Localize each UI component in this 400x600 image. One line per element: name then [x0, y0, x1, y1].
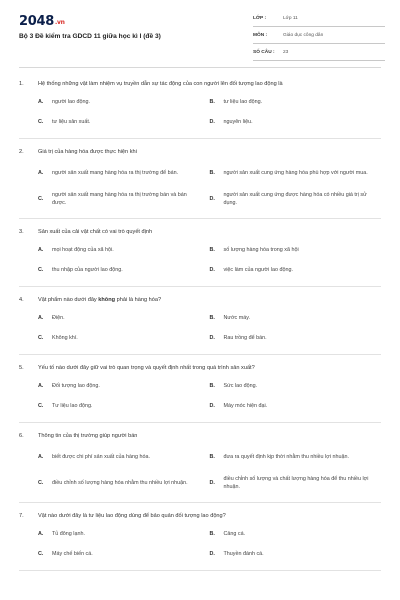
option-b[interactable]	[210, 160, 382, 186]
option-text: Nước máy.	[223, 315, 251, 321]
option-b[interactable]	[210, 444, 382, 470]
question-number: 7.	[19, 513, 24, 519]
option-text: người sản xuất cung ứng được hàng hóa có nhiều giá trị sử dụng.	[223, 192, 367, 206]
option-a[interactable]	[38, 92, 210, 112]
option-c[interactable]	[38, 328, 210, 348]
question-text-before: Vật phẩm nào dưới đây	[38, 297, 99, 303]
logo-suffix: .vn	[54, 19, 65, 26]
option-text: người sản xuất mang hàng hóa ra thị trường để bán.	[52, 170, 179, 176]
option-d[interactable]	[210, 186, 382, 212]
option-label: A.	[38, 315, 44, 321]
options	[38, 308, 381, 348]
header	[0, 0, 400, 68]
meta-value: Lớp 11	[283, 16, 298, 21]
question-1	[19, 80, 381, 139]
option-text: Điện.	[52, 315, 65, 321]
option-label: C.	[38, 267, 44, 273]
option-text: Sức lao động.	[223, 383, 258, 389]
question-7	[19, 512, 381, 571]
option-d[interactable]	[210, 112, 382, 132]
option-label: C.	[38, 551, 44, 557]
options	[38, 240, 381, 280]
option-b[interactable]	[210, 308, 382, 328]
option-b[interactable]	[210, 524, 382, 544]
meta-row-subject	[253, 31, 385, 44]
option-text: nguyên liệu.	[223, 119, 253, 125]
option-label: D.	[209, 119, 215, 125]
question-5	[19, 364, 381, 423]
option-c[interactable]	[38, 260, 210, 280]
option-d[interactable]	[210, 260, 382, 280]
option-label: B.	[209, 383, 215, 389]
option-d[interactable]	[210, 328, 382, 348]
options	[38, 524, 381, 564]
meta-key: SỐ CÂU :	[253, 50, 275, 55]
option-text: việc làm của người lao động.	[223, 267, 293, 273]
question-number: 1.	[19, 81, 24, 87]
option-label: C.	[38, 480, 44, 486]
option-text: Không khí.	[52, 335, 78, 341]
option-text: Thuyền đánh cá.	[223, 551, 264, 557]
option-text: Tủ đông lạnh.	[52, 531, 85, 537]
meta-value: Giáo dục công dân	[283, 33, 324, 38]
option-text: Cảng cá.	[223, 531, 246, 537]
meta-key: MÔN :	[253, 33, 268, 38]
option-text: điều chỉnh số lượng hàng hóa nhằm thu nhiều lợi nhuận.	[52, 480, 188, 486]
question-text	[38, 296, 381, 305]
question-text: Thông tin của thị trường giúp người bán	[38, 433, 138, 439]
option-label: B.	[209, 454, 215, 460]
question-2	[19, 148, 381, 219]
option-a[interactable]	[38, 376, 210, 396]
option-label: D.	[209, 335, 215, 341]
option-c[interactable]	[38, 396, 210, 416]
question-text: Hệ thống những vật làm nhiệm vụ truyền dẫn sự tác động của con người lên đối tượng lao động là	[38, 81, 283, 87]
option-label: A.	[38, 531, 44, 537]
option-b[interactable]	[210, 376, 382, 396]
option-d[interactable]	[210, 544, 382, 564]
option-text: người lao động.	[52, 99, 91, 105]
option-d[interactable]	[210, 470, 382, 496]
question-4	[19, 296, 381, 355]
option-label: A.	[38, 99, 44, 105]
option-a[interactable]	[38, 444, 210, 470]
option-text: Tư liệu lao động.	[52, 403, 93, 409]
option-text: người sản xuất cung ứng hàng hóa phù hợp với người mua.	[223, 170, 368, 176]
question-text-emphasis: không	[98, 297, 116, 303]
header-divider	[19, 67, 381, 68]
option-text: người sản xuất mang hàng hóa ra thị trường bán và bán được.	[52, 192, 187, 206]
option-label: C.	[38, 119, 44, 125]
question-number: 3.	[19, 229, 24, 235]
option-label: D.	[209, 196, 215, 202]
question-number: 4.	[19, 297, 24, 303]
option-c[interactable]	[38, 470, 210, 496]
option-text: điều chỉnh số lượng và chất lượng hàng hóa để thu nhiều lợi nhuận.	[223, 476, 369, 490]
question-text: Yếu tố nào dưới đây giữ vai trò quan trọng và quyết định nhất trong quá trình sản xuất?	[38, 365, 255, 371]
option-label: A.	[38, 383, 44, 389]
option-text: tư liệu lao động.	[223, 99, 263, 105]
option-text: Rau trồng để bán.	[223, 335, 267, 341]
logo-main: 2048	[19, 14, 54, 29]
option-label: D.	[209, 480, 215, 486]
option-label: D.	[209, 551, 215, 557]
option-text: mọi hoạt động của xã hội.	[52, 247, 114, 253]
question-text-after: phải là hàng hóa?	[115, 297, 162, 303]
question-6	[19, 432, 381, 503]
option-text: biết được chi phí sản xuất của hàng hóa.	[52, 454, 150, 460]
option-a[interactable]	[38, 240, 210, 260]
option-a[interactable]	[38, 524, 210, 544]
meta-row-count	[253, 48, 385, 61]
options	[38, 92, 381, 132]
options	[38, 376, 381, 416]
meta-panel	[253, 14, 385, 65]
option-label: A.	[38, 454, 44, 460]
question-number: 5.	[19, 365, 24, 371]
option-c[interactable]	[38, 544, 210, 564]
option-label: C.	[38, 196, 44, 202]
meta-row-class	[253, 14, 385, 27]
meta-key: LỚP :	[253, 16, 267, 21]
option-text: thu nhập của người lao động.	[52, 267, 123, 273]
question-text: Vật nào dưới đây là tư liệu lao động dùng để bảo quản đối tượng lao động?	[38, 513, 226, 519]
question-list	[0, 80, 400, 580]
option-c[interactable]	[38, 186, 210, 212]
document-title: Bộ 3 Đề kiểm tra GDCD 11 giữa học kì I (đề 3)	[19, 33, 161, 40]
question-number: 2.	[19, 149, 24, 155]
option-label: D.	[209, 403, 215, 409]
option-label: B.	[209, 247, 215, 253]
option-text: tư liệu sản xuất.	[52, 119, 91, 125]
options	[38, 444, 381, 496]
option-label: B.	[209, 531, 215, 537]
question-3	[19, 228, 381, 287]
option-a[interactable]	[38, 160, 210, 186]
question-text: Sản xuất của cải vật chất có vai trò quyết định	[38, 229, 153, 235]
option-text: Máy móc hiện đại.	[223, 403, 268, 409]
option-text: đưa ra quyết định kịp thời nhằm thu nhiều lợi nhuận.	[223, 454, 349, 460]
option-text: số lượng hàng hóa trong xã hội	[223, 247, 299, 253]
option-label: C.	[38, 403, 44, 409]
meta-value: 23	[283, 50, 289, 55]
option-c[interactable]	[38, 112, 210, 132]
option-b[interactable]	[210, 92, 382, 112]
option-b[interactable]	[210, 240, 382, 260]
option-label: D.	[209, 267, 215, 273]
option-label: C.	[38, 335, 44, 341]
options	[38, 160, 381, 212]
option-label: B.	[209, 170, 215, 176]
option-d[interactable]	[210, 396, 382, 416]
question-text: Giá trị của hàng hóa được thực hiện khi	[38, 149, 137, 155]
site-logo[interactable]	[19, 14, 65, 29]
option-label: A.	[38, 170, 44, 176]
option-text: Đối tượng lao động.	[52, 383, 100, 389]
option-a[interactable]	[38, 308, 210, 328]
option-label: B.	[209, 99, 215, 105]
option-label: A.	[38, 247, 44, 253]
option-text: Máy chế biến cá.	[52, 551, 93, 557]
question-number: 6.	[19, 433, 24, 439]
option-label: B.	[209, 315, 215, 321]
